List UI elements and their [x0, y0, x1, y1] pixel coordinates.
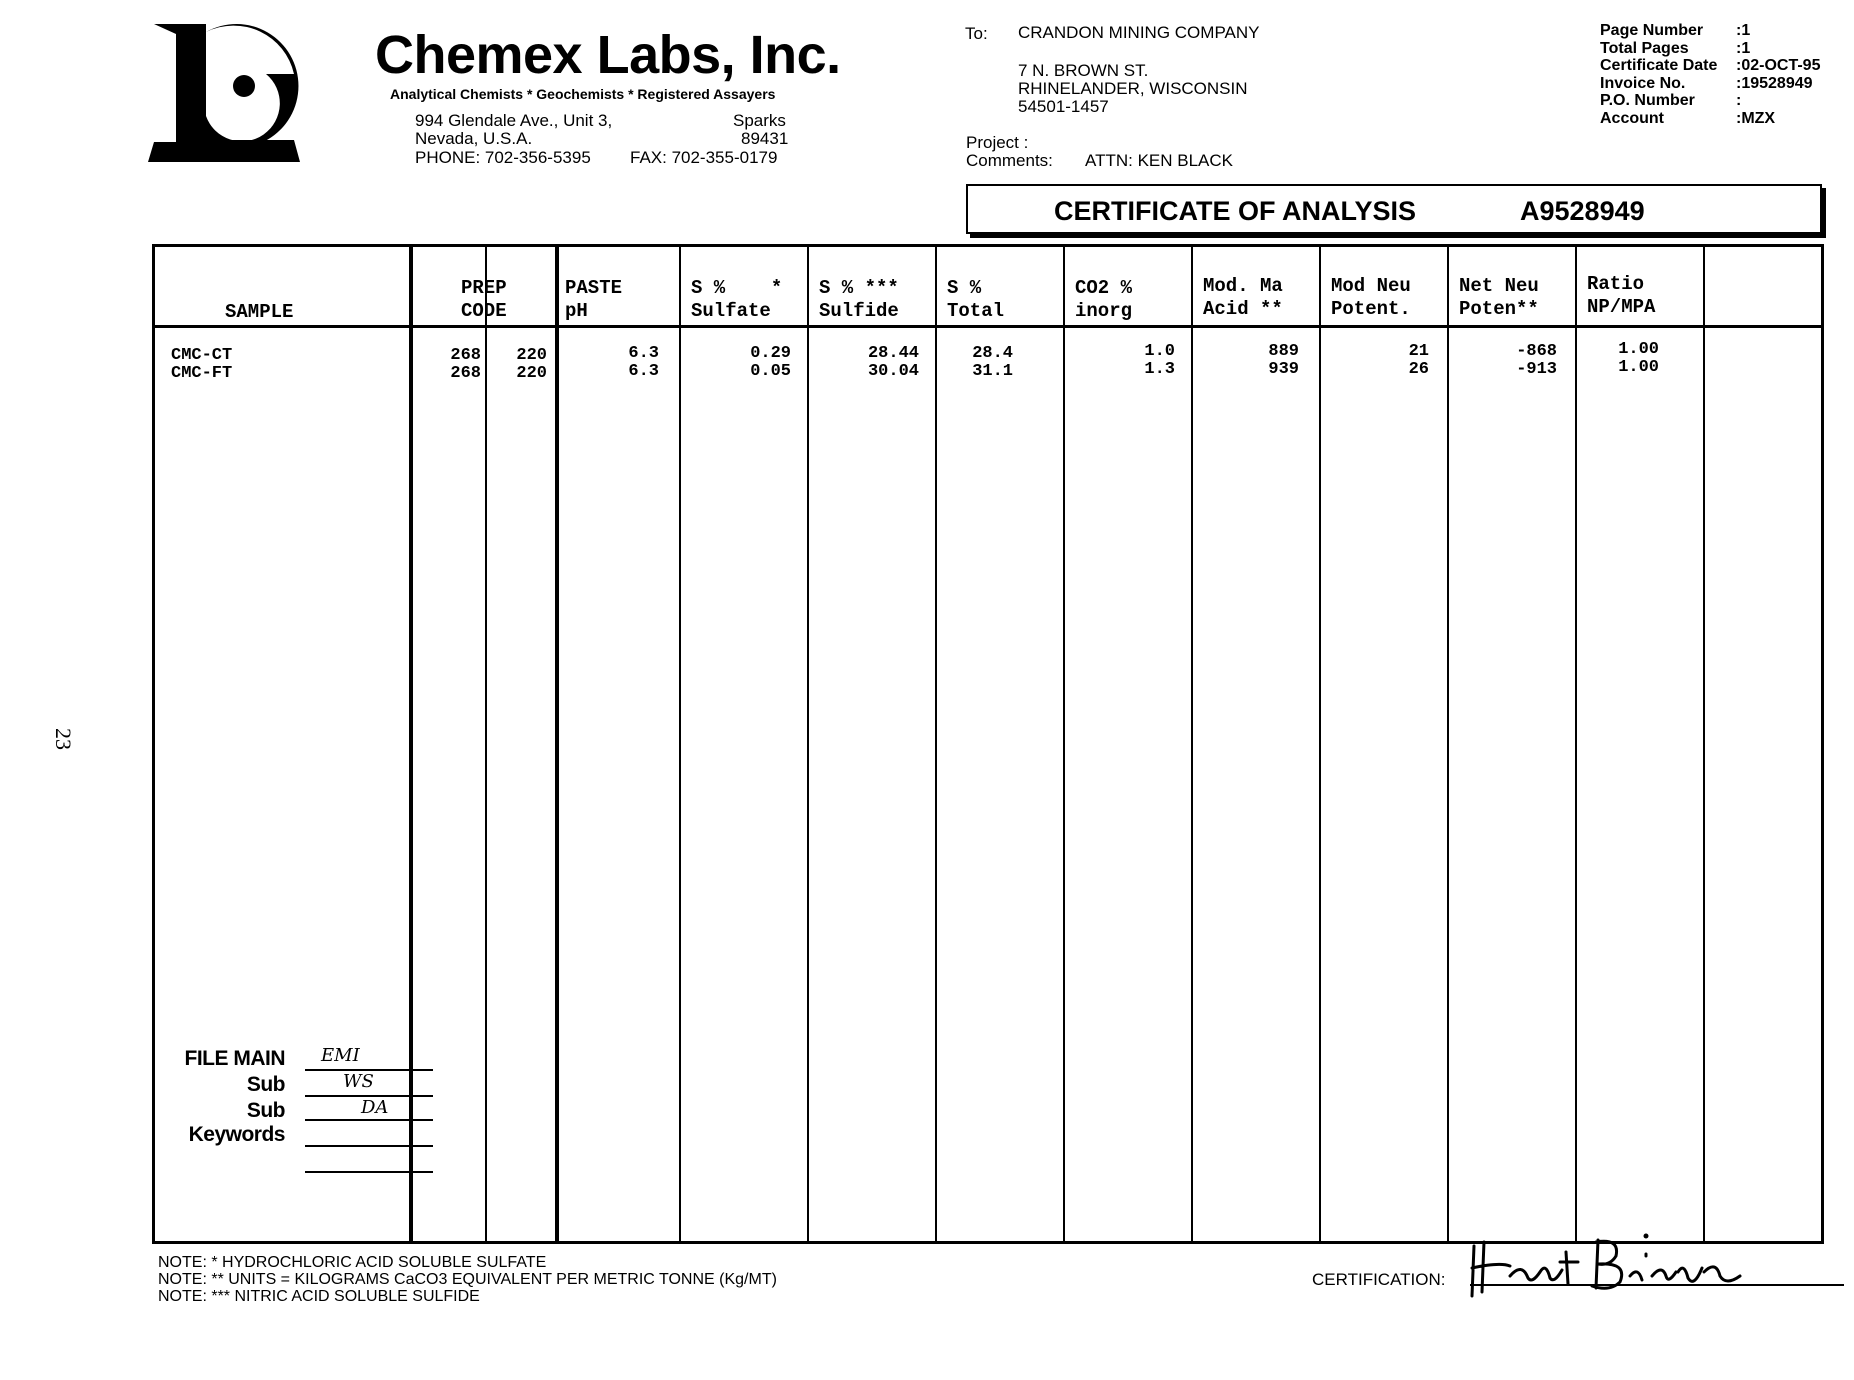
project-label: Project :: [966, 133, 1029, 152]
cell-ratio: 1.00: [1618, 358, 1659, 377]
header-s-total: S % Total: [947, 277, 1005, 322]
certificate-number: A9528949: [1520, 196, 1645, 226]
info-invoice-no: Invoice No. :19528949: [1600, 74, 1813, 92]
file-main-label: FILE MAIN: [184, 1047, 285, 1070]
cell-co2: 1.0: [1144, 342, 1175, 361]
col-divider: [409, 247, 413, 1241]
note-1: NOTE: * HYDROCHLORIC ACID SOLUBLE SULFATE: [158, 1254, 547, 1271]
keywords-line-2: [305, 1171, 433, 1173]
cell-mod-neu: 21: [1408, 342, 1429, 361]
notes: [158, 1254, 777, 1305]
company-city: Sparks: [733, 111, 786, 130]
header-prep-code: PREP CODE: [461, 277, 507, 322]
cell-co2: 1.3: [1144, 360, 1175, 379]
company-zip: 89431: [741, 129, 789, 148]
header-mod-acid: Mod. Ma Acid **: [1203, 275, 1283, 320]
info-certificate-date: Certificate Date :02-OCT-95: [1600, 57, 1821, 74]
sub2-value: DA: [361, 1097, 389, 1118]
col-divider: [679, 247, 681, 1241]
note-3: NOTE: *** NITRIC ACID SOLUBLE SULFIDE: [158, 1288, 480, 1305]
header-ratio: Ratio NP/MPA: [1587, 273, 1656, 318]
col-divider: [555, 247, 559, 1241]
cell-mod-acid: 939: [1268, 360, 1299, 379]
analysis-table: [152, 244, 1824, 1244]
cell-prep2: 220: [516, 346, 547, 365]
certificate-info: [1600, 22, 1820, 127]
cell-net-neu: -913: [1516, 360, 1557, 379]
col-divider: [1703, 247, 1705, 1241]
company-address-line2: Nevada, U.S.A.: [415, 129, 533, 148]
keywords-line: [305, 1145, 433, 1147]
col-divider: [935, 247, 937, 1241]
cell-sample: CMC-CT: [171, 346, 233, 365]
recipient-zip: 54501-1457: [1018, 97, 1109, 116]
certificate-banner: [966, 184, 1822, 234]
to-label: To:: [965, 24, 988, 43]
company-address-line1: 994 Glendale Ave., Unit 3,: [415, 111, 613, 130]
cell-s-sulfide: 28.44: [867, 344, 919, 363]
header-mod-neu: Mod Neu Potent.: [1331, 275, 1411, 320]
note-2: NOTE: ** UNITS = KILOGRAMS CaCO3 EQUIVALENT PER METRIC TONNE (Kg/MT): [158, 1271, 777, 1288]
company-name: Chemex Labs, Inc.: [375, 25, 841, 85]
company-phone: PHONE: 702-356-5395: [415, 148, 591, 167]
header-paste-ph: PASTE pH: [565, 277, 623, 322]
comments-label: Comments:: [966, 151, 1053, 170]
chemex-logo: [148, 24, 300, 162]
col-divider: [485, 247, 487, 1241]
col-divider: [1319, 247, 1321, 1241]
cell-prep2: 220: [516, 364, 547, 383]
info-account: Account :MZX: [1600, 109, 1776, 127]
cell-ratio: 1.00: [1618, 340, 1659, 359]
header-net-neu: Net Neu Poten**: [1459, 275, 1539, 320]
recipient-street: 7 N. BROWN ST.: [1018, 61, 1149, 80]
col-divider: [807, 247, 809, 1241]
header-s-sulfide: S % *** Sulfide: [819, 277, 899, 322]
sub1-value: WS: [343, 1071, 374, 1092]
comments-value: ATTN: KEN BLACK: [1085, 151, 1233, 170]
cell-paste-ph: 6.3: [628, 344, 659, 363]
col-divider: [1191, 247, 1193, 1241]
cell-s-sulfide: 30.04: [867, 362, 919, 381]
cell-s-sulfate: 0.29: [750, 344, 791, 363]
cell-net-neu: -868: [1516, 342, 1557, 361]
certification-label: CERTIFICATION:: [1312, 1270, 1446, 1289]
sub1-label: Sub: [246, 1073, 285, 1096]
info-total-pages: Total Pages :1: [1600, 39, 1751, 57]
sub2-line: [305, 1119, 433, 1121]
recipient-city: RHINELANDER, WISCONSIN: [1018, 79, 1248, 98]
cell-s-sulfate: 0.05: [750, 362, 791, 381]
cell-s-total: 28.4: [972, 344, 1013, 363]
cell-prep1: 268: [450, 364, 481, 383]
col-divider: [1575, 247, 1577, 1241]
cell-mod-acid: 889: [1268, 342, 1299, 361]
company-fax: FAX: 702-355-0179: [630, 148, 778, 167]
header-s-sulfate: S % * Sulfate: [691, 277, 783, 322]
certificate-title: CERTIFICATE OF ANALYSIS: [1054, 196, 1417, 226]
file-main-value: EMI: [321, 1045, 360, 1066]
cell-sample: CMC-FT: [171, 364, 233, 383]
sub2-label: Sub: [246, 1099, 285, 1122]
header-co2: CO2 % inorg: [1075, 277, 1133, 322]
cell-s-total: 31.1: [972, 362, 1013, 381]
cell-prep1: 268: [450, 346, 481, 365]
signature: [1470, 1232, 1770, 1302]
header-sample: SAMPLE: [225, 301, 294, 323]
info-po-number: P.O. Number :: [1600, 92, 1742, 109]
col-divider: [1447, 247, 1449, 1241]
info-page-number: Page Number :1: [1600, 22, 1751, 39]
recipient-name: CRANDON MINING COMPANY: [1018, 23, 1260, 42]
company-tagline: Analytical Chemists * Geochemists * Registered Assayers: [390, 86, 776, 102]
keywords-label: Keywords: [188, 1123, 285, 1146]
cell-paste-ph: 6.3: [628, 362, 659, 381]
side-page-number: 23: [51, 728, 76, 750]
cell-mod-neu: 26: [1408, 360, 1429, 379]
header-divider: [155, 325, 1821, 328]
col-divider: [1063, 247, 1065, 1241]
